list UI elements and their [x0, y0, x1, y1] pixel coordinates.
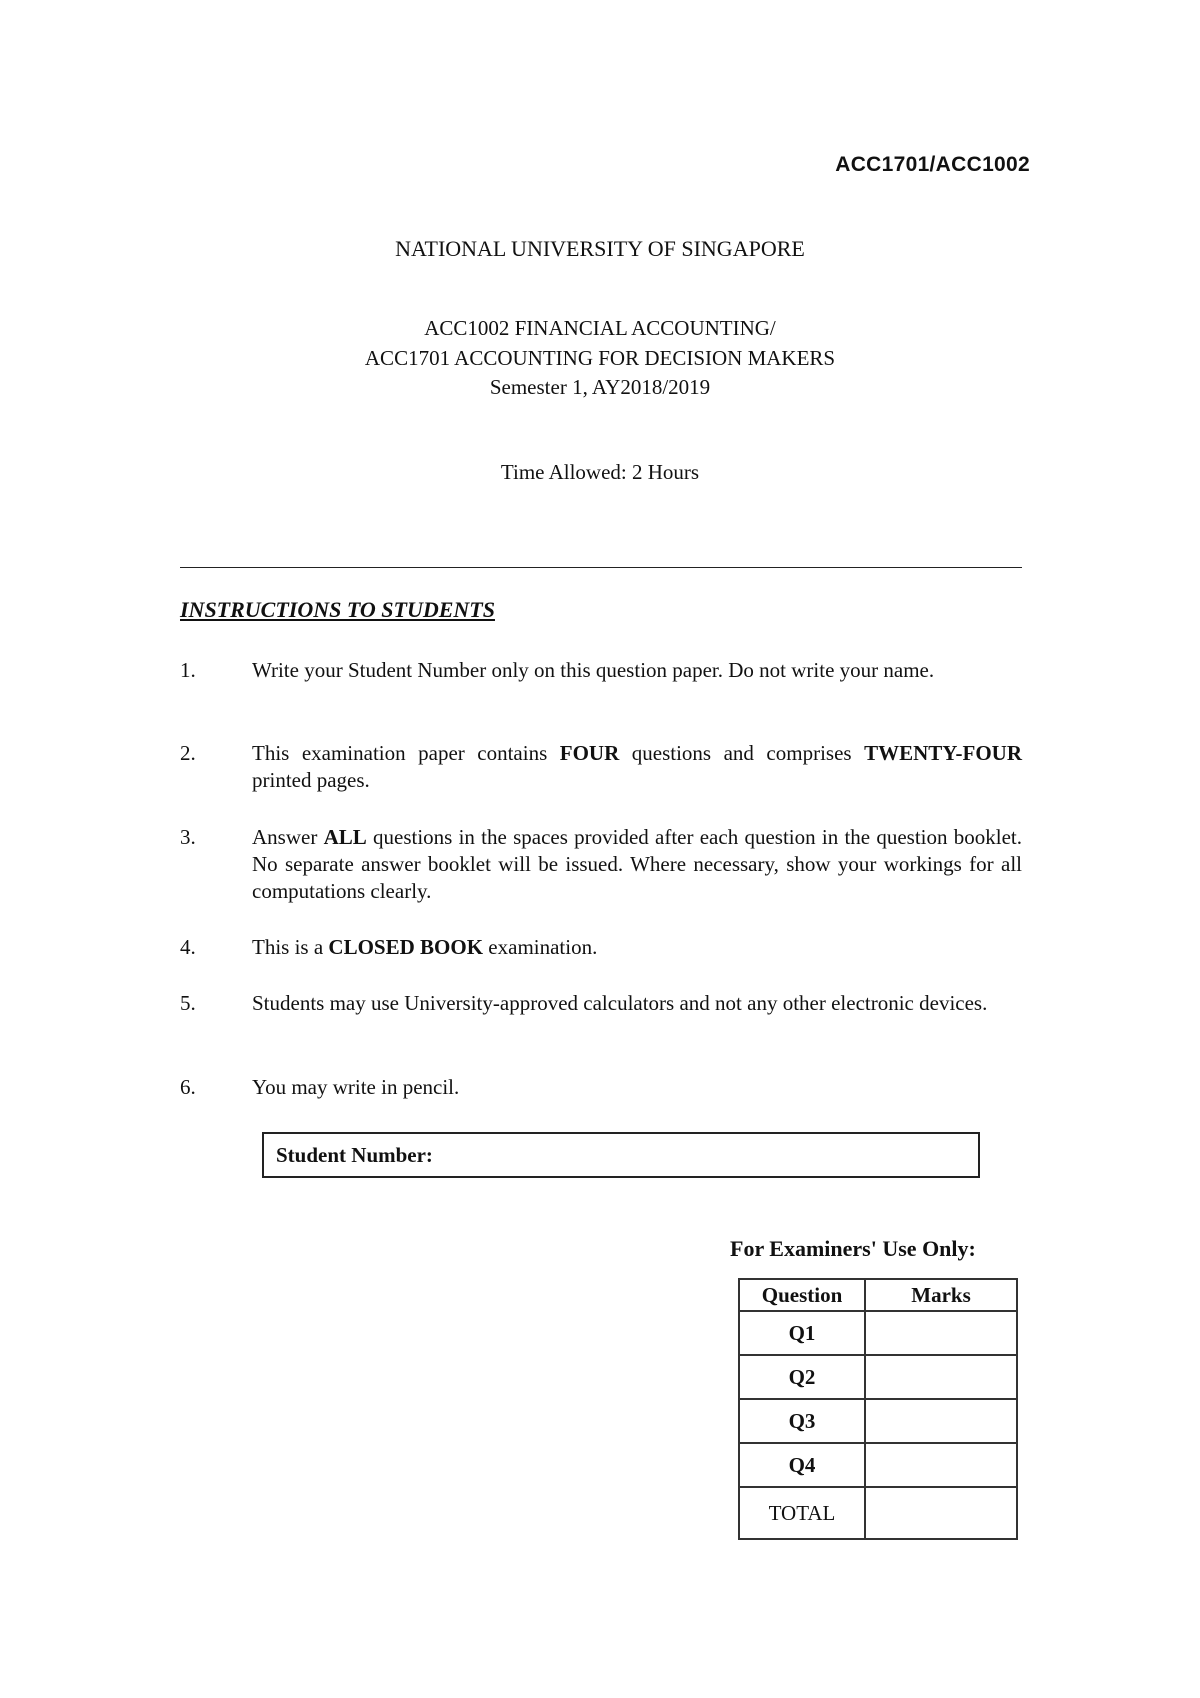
instruction-text: Answer ALL questions in the spaces provided after each question in the question booklet. No separate answer booklet will be issued. Where necessary, show your workings for all computations clearly. — [252, 825, 1022, 903]
instruction-item — [180, 934, 1022, 961]
marks-cell[interactable] — [865, 1399, 1017, 1443]
instruction-item — [180, 657, 1022, 684]
table-row — [739, 1355, 1017, 1399]
table-row — [739, 1311, 1017, 1355]
examiners-use-label: For Examiners' Use Only: — [730, 1236, 976, 1261]
marks-cell[interactable] — [865, 1311, 1017, 1355]
question-cell: Q2 — [739, 1355, 865, 1399]
instruction-number: 2. — [180, 741, 196, 765]
instruction-number: 4. — [180, 935, 196, 959]
course-title-line-1: ACC1002 FINANCIAL ACCOUNTING/ — [424, 316, 776, 340]
course-title-line-2: ACC1701 ACCOUNTING FOR DECISION MAKERS — [364, 346, 836, 370]
instruction-text: This examination paper contains FOUR questions and comprises TWENTY-FOUR printed pages. — [252, 741, 1022, 792]
instruction-number: 3. — [180, 825, 196, 849]
marks-table — [738, 1278, 1018, 1540]
question-cell: Q1 — [739, 1311, 865, 1355]
table-row — [739, 1399, 1017, 1443]
university-name: NATIONAL UNIVERSITY OF SINGAPORE — [395, 236, 805, 261]
column-header-question: Question — [739, 1279, 865, 1311]
instruction-item — [180, 990, 1022, 1017]
instruction-item — [180, 824, 1022, 905]
total-marks-cell[interactable] — [865, 1487, 1017, 1539]
table-header-row — [739, 1279, 1017, 1311]
instruction-item — [180, 740, 1022, 794]
instruction-text: This is a CLOSED BOOK examination. — [252, 935, 598, 959]
total-label-cell: TOTAL — [739, 1487, 865, 1539]
column-header-marks: Marks — [865, 1279, 1017, 1311]
instruction-number: 1. — [180, 658, 196, 682]
instruction-number: 5. — [180, 991, 196, 1015]
instructions-heading: INSTRUCTIONS TO STUDENTS — [180, 597, 495, 622]
instruction-text: You may write in pencil. — [252, 1075, 460, 1099]
divider — [180, 567, 1022, 568]
marks-cell[interactable] — [865, 1355, 1017, 1399]
student-number-field[interactable] — [262, 1132, 980, 1178]
instruction-number: 6. — [180, 1075, 196, 1099]
table-row-total — [739, 1487, 1017, 1539]
marks-cell[interactable] — [865, 1443, 1017, 1487]
question-cell: Q4 — [739, 1443, 865, 1487]
course-code-header: ACC1701/ACC1002 — [835, 153, 1030, 176]
instruction-text: Write your Student Number only on this question paper. Do not write your name. — [252, 658, 935, 682]
time-allowed: Time Allowed: 2 Hours — [500, 460, 700, 484]
question-cell: Q3 — [739, 1399, 865, 1443]
student-number-label: Student Number: — [276, 1143, 433, 1167]
table-row — [739, 1443, 1017, 1487]
instruction-item — [180, 1074, 1022, 1101]
instruction-text: Students may use University-approved calculators and not any other electronic devices. — [252, 991, 988, 1015]
semester: Semester 1, AY2018/2019 — [489, 375, 711, 399]
